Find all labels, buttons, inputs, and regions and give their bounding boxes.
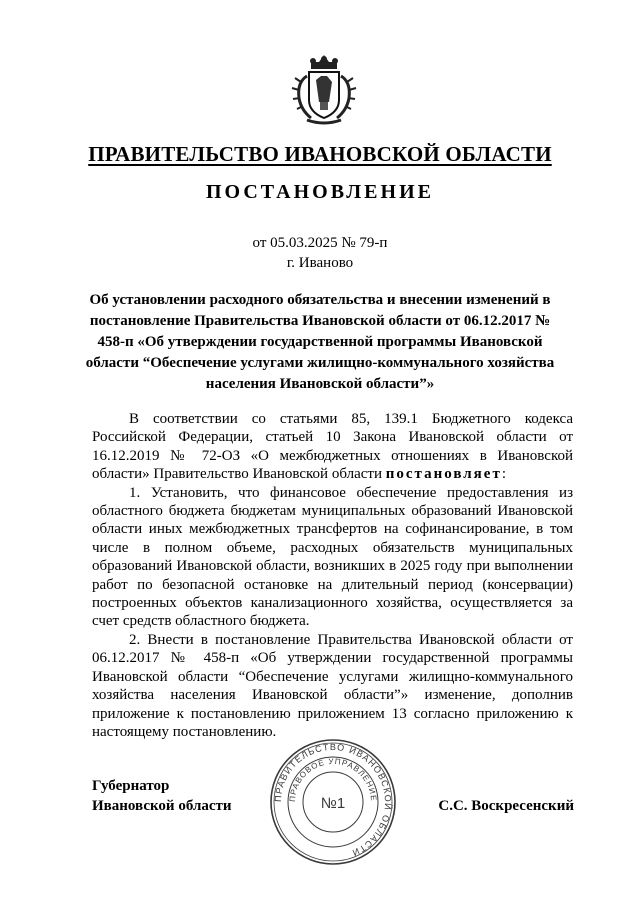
item-2: 2. Внести в постановление Правительства Ивановской области от 06.12.2017 № 458-п «Об утверждении государственной программы Ивановской области “Обеспечение услугами жилищно-коммунального хозяйства населения Ивановской области”» изменение, дополнив приложение к постановлению приложением 13 согласно приложению к настоящему постановлению.: [92, 631, 573, 740]
government-title: ПРАВИТЕЛЬСТВО ИВАНОВСКОЙ ОБЛАСТИ: [88, 142, 552, 166]
document-heading: Об установлении расходного обязательства и внесении изменений в постановление Правительства Ивановской области от 06.12.2017 № 458-п «Об утверждении государственной программы Ивановской области “Обеспечение услугами жилищно-коммунального хозяйства населения Ивановской области”»: [85, 292, 555, 392]
document-body: [92, 410, 573, 741]
coat-of-arms-icon: [289, 52, 359, 126]
date-number: от 05.03.2025 № 79-п: [252, 235, 388, 251]
signatory-name: С.С. Воскресенский: [438, 798, 574, 814]
preamble-paragraph: В соответствии со статьями 85, 139.1 Бюджетного кодекса Российской Федерации, статьей 10 Закона Ивановской области от 16.12.2019 № 72-ОЗ «О межбюджетных отношениях в Ивановской области» Правительство Ивановской области постановляет:: [92, 411, 573, 483]
stamp-inner-text: ПРАВОВОЕ УПРАВЛЕНИЕ: [287, 756, 379, 803]
city: г. Иваново: [286, 255, 354, 271]
stamp-outer-text: ПРАВИТЕЛЬСТВО ИВАНОВСКОЙ ОБЛАСТИ: [272, 741, 394, 859]
document-type: ПОСТАНОВЛЕНИЕ: [206, 181, 434, 203]
signatory-position: Губернатор Ивановской области: [92, 778, 232, 814]
item-1: 1. Установить, что финансовое обеспечение предоставления из областного бюджета бюджетам муниципальных образований Ивановской области иных межбюджетных трансфертов на софинансирование, в том числе в полном объеме, расходных обязательств муниципальных образований Ивановской области, возникших в 2025 году при выполнении работ по безопасной остановке на длительный период (консервации) построенных объектов канализационного хозяйства, осуществляется за счет средств областного бюджета.: [92, 484, 573, 630]
official-stamp: [268, 737, 398, 867]
stamp-number: №1: [320, 795, 346, 812]
decree-word: постановляет: [385, 466, 502, 483]
document-meta: [0, 233, 640, 273]
